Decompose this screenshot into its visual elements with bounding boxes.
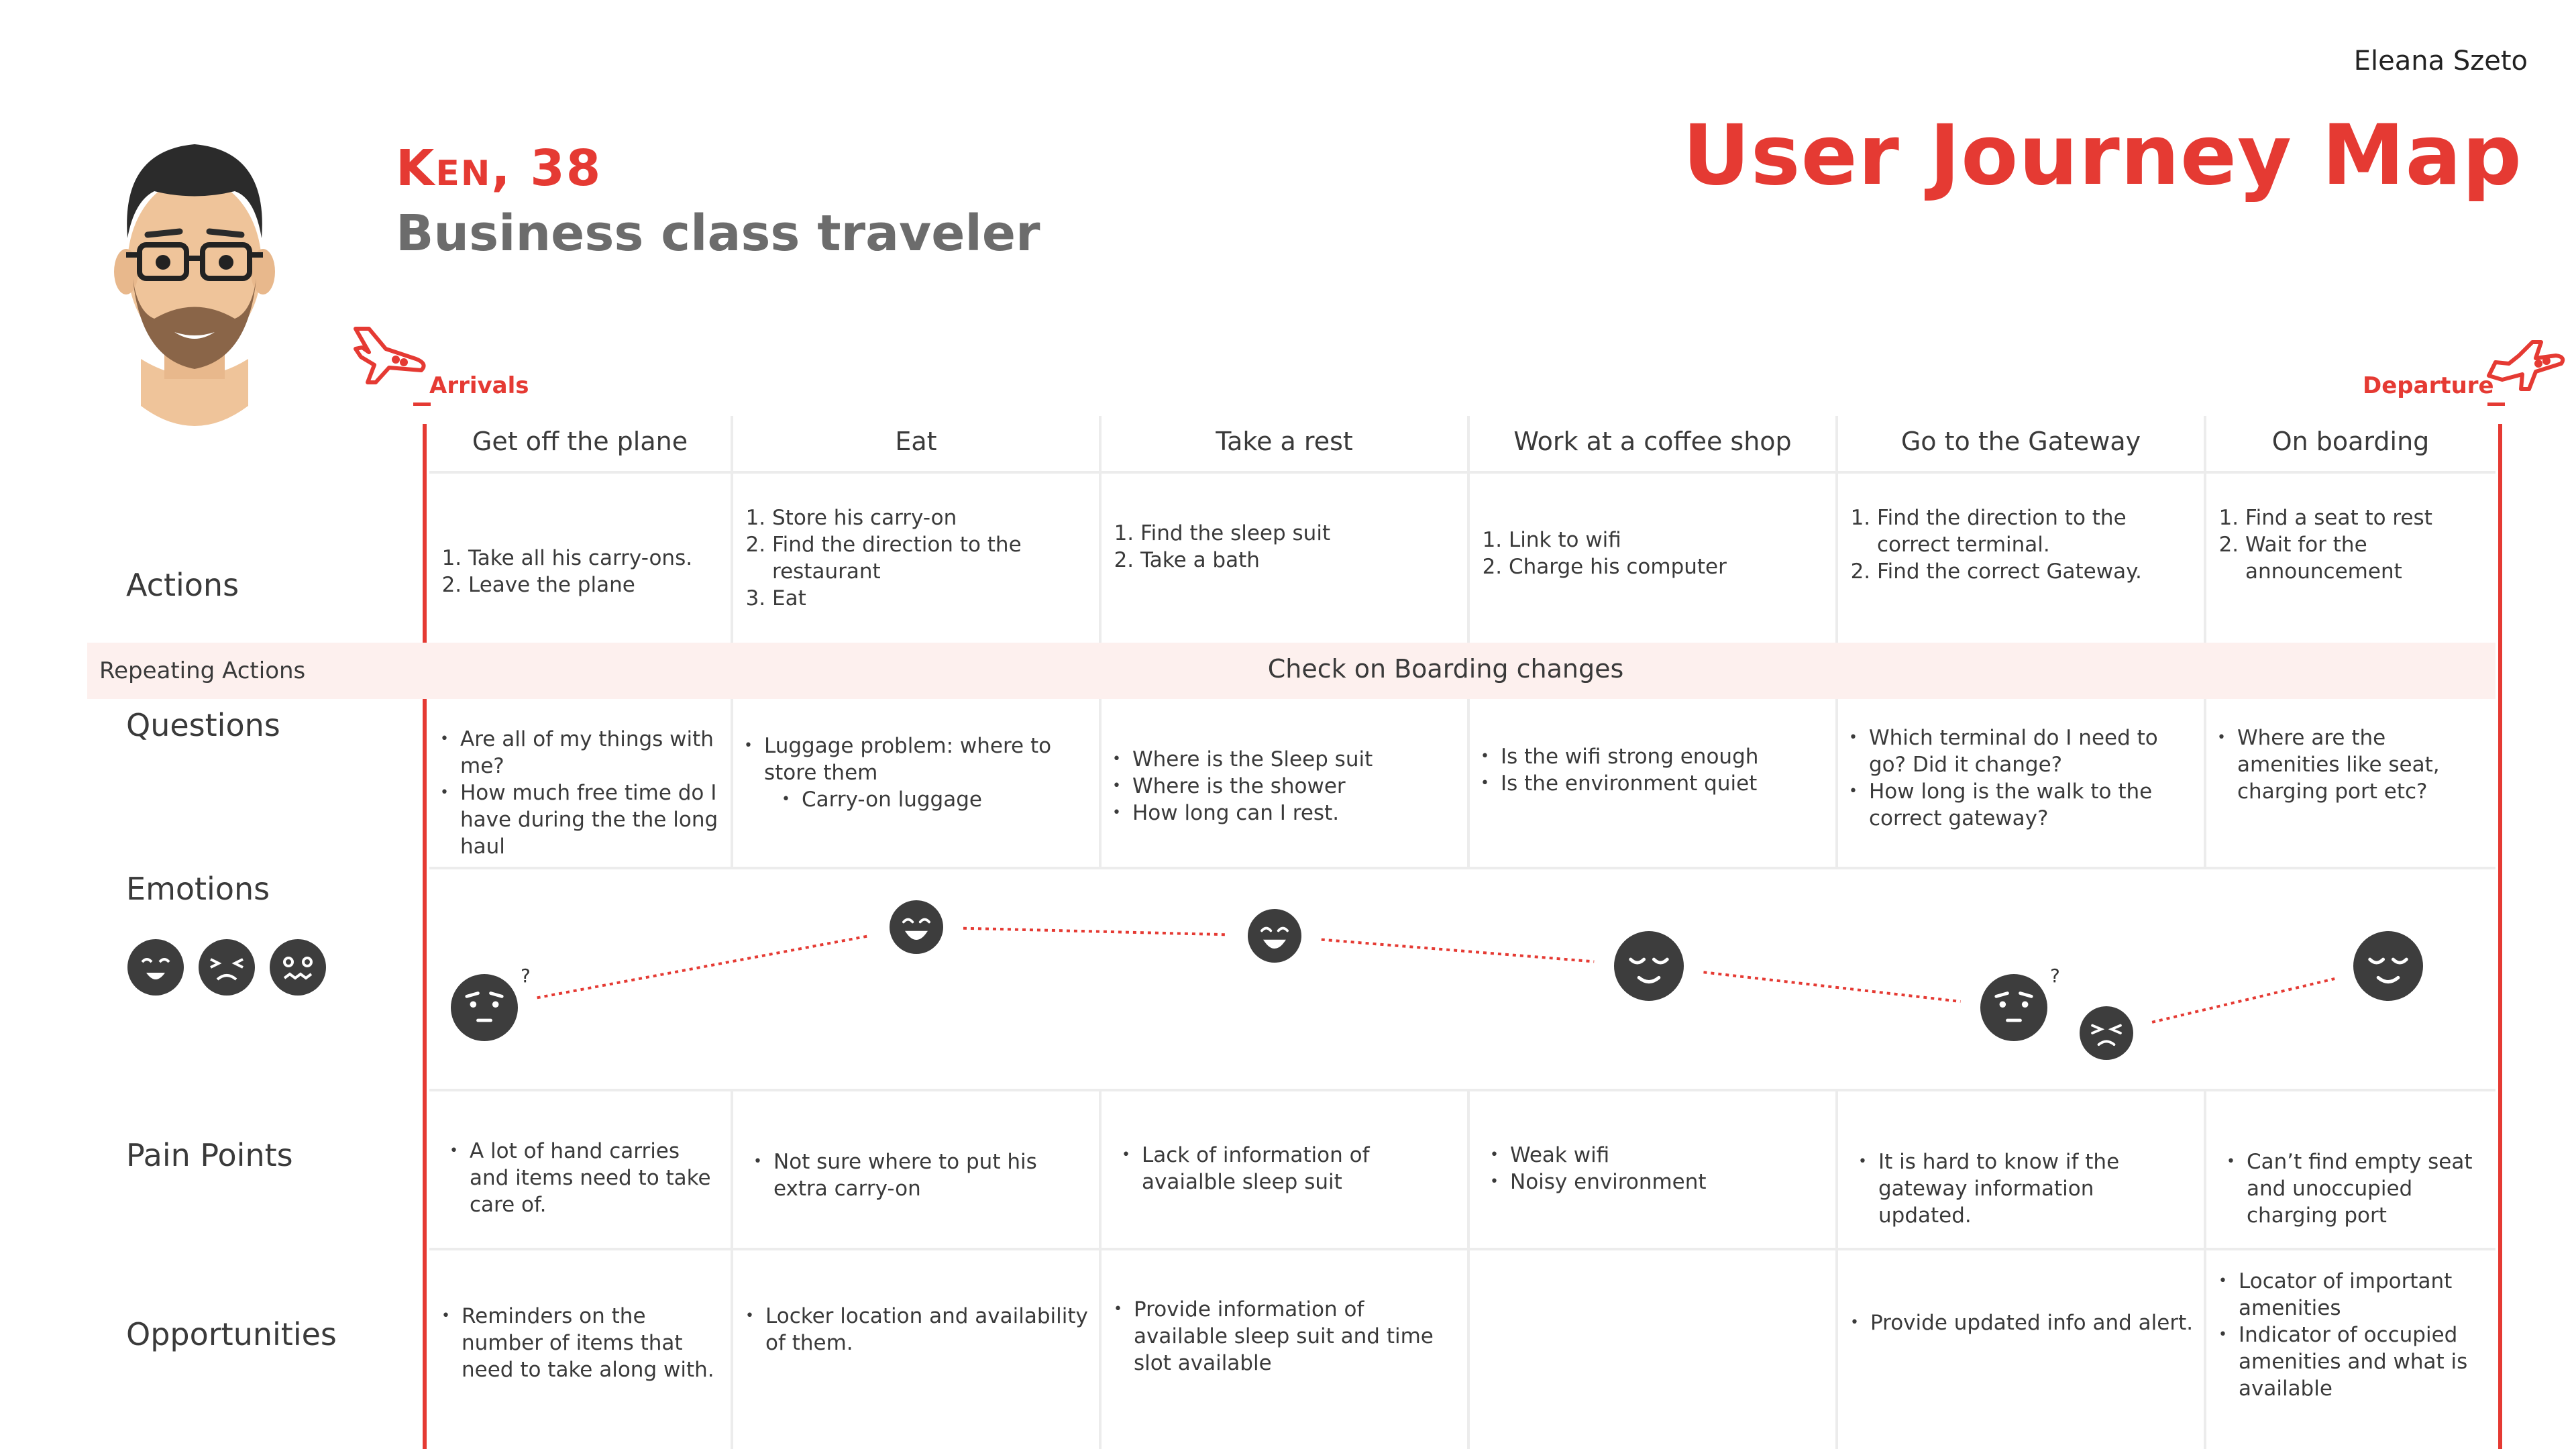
opportunity-item: • Provide information of available sleep suit and time slot available xyxy=(1110,1296,1459,1377)
page-title: User Journey Map xyxy=(1682,107,2522,204)
emotion-question-mark: ? xyxy=(2050,965,2060,987)
stage-title: Go to the Gateway xyxy=(1900,427,2141,456)
stage-title: Get off the plane xyxy=(472,427,688,456)
action-item: 1. Find the sleep suit xyxy=(1140,520,1459,547)
emotion-connector xyxy=(963,928,1228,935)
action-item: 1. Link to wifi xyxy=(1509,527,1827,553)
question-text: Is the wifi strong enough xyxy=(1501,745,1759,769)
row-label-questions: Questions xyxy=(126,707,280,743)
opportunity-item: • Reminders on the number of items that need to take along with. xyxy=(437,1303,722,1383)
departure-label: Departure xyxy=(2363,372,2494,399)
question-text: Where is the shower xyxy=(1132,774,1346,798)
action-item: 1. Store his carry-on xyxy=(772,504,1091,531)
emotion-connector xyxy=(2152,979,2334,1022)
question-text: Where is the Sleep suit xyxy=(1132,747,1373,771)
emotion-face-happy-icon xyxy=(1248,909,1301,963)
question-text: Where are the amenities like seat, charging port etc? xyxy=(2237,726,2440,804)
action-item: 2. Wait for the announcement xyxy=(2245,531,2487,585)
opportunity-item: • Indicator of occupied amenities and what is available xyxy=(2214,1322,2487,1402)
emotion-face-calm-icon xyxy=(2353,931,2423,1001)
pain-point-item: • Noisy environment xyxy=(1486,1169,1825,1195)
stage-title: Take a rest xyxy=(1216,427,1353,456)
action-item: 2. Find the direction to the restaurant xyxy=(772,531,1091,585)
pain-point-item: • Weak wifi xyxy=(1486,1142,1825,1169)
question-text: How long is the walk to the correct gateway? xyxy=(1869,780,2153,830)
question-text: How much free time do I have during the the long haul xyxy=(460,781,718,859)
repeating-action-text: Check on Boarding changes xyxy=(1267,654,1624,684)
emotion-face-calm-icon xyxy=(1614,931,1684,1001)
emotion-question-mark: ? xyxy=(521,965,531,987)
question-text: Luggage problem: where to store them xyxy=(764,734,1052,785)
pain-point-item: • Lack of information of avaialble sleep suit xyxy=(1118,1142,1456,1195)
pain-point-item: • It is hard to know if the gateway information updated. xyxy=(1854,1148,2193,1229)
emotion-connector xyxy=(1322,940,1594,962)
action-item: 2. Find the correct Gateway. xyxy=(1877,558,2196,585)
emotion-connector xyxy=(1703,972,1960,1002)
row-label-pain-points: Pain Points xyxy=(126,1137,293,1173)
emotion-face-confused-icon xyxy=(451,974,518,1041)
stage-title: Eat xyxy=(895,427,937,456)
opportunity-item: • Provide updated info and alert. xyxy=(1846,1309,2196,1336)
action-item: 3. Eat xyxy=(772,585,1091,612)
author-name: Eleana Szeto xyxy=(2353,46,2528,76)
action-item: 2. Take a bath xyxy=(1140,547,1459,574)
question-text: Are all of my things with me? xyxy=(460,727,714,778)
action-item: 1. Find the direction to the correct terminal. xyxy=(1877,504,2196,558)
action-item: 2. Leave the plane xyxy=(468,572,722,598)
stage-title: On boarding xyxy=(2271,427,2430,456)
question-text: Which terminal do I need to go? Did it change? xyxy=(1869,726,2158,777)
opportunity-item: • Locker location and availability of them. xyxy=(741,1303,1091,1356)
action-item: 2. Charge his computer xyxy=(1509,553,1827,580)
persona-name: Ken, 38 xyxy=(396,140,602,197)
arrivals-label: Arrivals xyxy=(429,372,529,399)
emotion-face-happy-icon xyxy=(890,900,943,954)
question-text: Is the environment quiet xyxy=(1501,771,1758,796)
repeating-actions-label: Repeating Actions xyxy=(99,657,306,684)
pain-point-item: • Can’t find empty seat and unoccupied charging port xyxy=(2222,1148,2484,1229)
emotion-face-confused-icon xyxy=(1980,974,2047,1041)
row-label-emotions: Emotions xyxy=(126,871,270,907)
row-label-opportunities: Opportunities xyxy=(126,1316,337,1352)
question-text: How long can I rest. xyxy=(1132,801,1340,825)
persona-role: Business class traveler xyxy=(396,205,1040,262)
opportunity-item: • Locator of important amenities xyxy=(2214,1268,2487,1322)
emotion-connector xyxy=(537,936,871,998)
question-subitem: • Carry-on luggage xyxy=(777,786,1089,813)
pain-point-item: • Not sure where to put his extra carry-on xyxy=(749,1148,1088,1202)
row-label-actions: Actions xyxy=(126,567,239,603)
stage-title: Work at a coffee shop xyxy=(1513,427,1792,456)
pain-point-item: • A lot of hand carries and items need to take care of. xyxy=(445,1138,720,1218)
action-item: 1. Take all his carry-ons. xyxy=(468,545,722,572)
emotion-face-annoyed-icon xyxy=(2080,1006,2133,1060)
action-item: 1. Find a seat to rest xyxy=(2245,504,2487,531)
